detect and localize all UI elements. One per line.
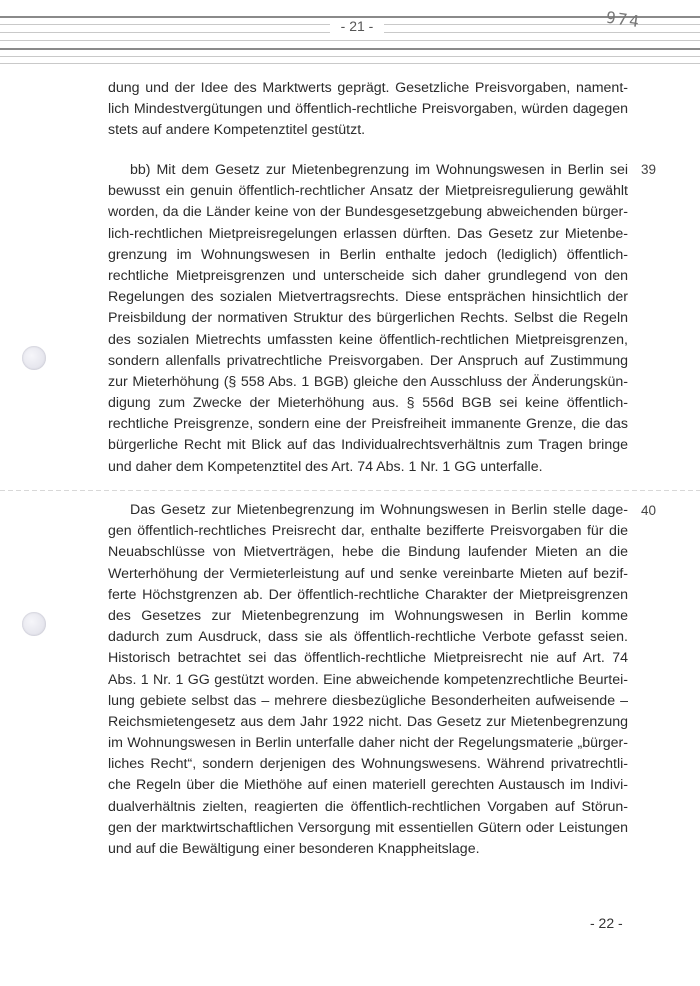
text-line: gen öffentlich-rechtliches Preisrecht dar, enthalte bezifferte Preisvorgaben für die: [108, 523, 628, 540]
page-number-bottom: - 22 -: [590, 915, 623, 931]
handwritten-stamp: 974: [604, 7, 643, 32]
text-line: lich Mindestvergütungen und öffentlich-rechtliche Preisvorgaben, würden dagegen: [108, 101, 628, 118]
paragraph-40: [108, 500, 628, 860]
text-line: Neuabschlüsse von Mietverträgen, hebe die Bindung laufender Mieten an die: [108, 544, 628, 561]
text-line: rechtliche Mietpreisgrenzen und unterscheide sich daher grundlegend von den: [108, 267, 628, 284]
punch-hole: [22, 612, 46, 636]
text-line: che Regeln über die Miethöhe auf einen materiell gerechten Austausch im Indivi-: [108, 777, 628, 794]
text-line: Abs. 1 Nr. 1 GG gestützt worden. Eine abweichende kompetenzrechtliche Beurtei-: [108, 671, 628, 688]
text-line: dadurch zum Ausdruck, dass sie als öffentlich-rechtliche Verbote gefasst seien.: [108, 629, 628, 646]
intro-block: [108, 78, 628, 142]
text-line: digung zum Zwecke der Mieterhöhung aus. § 556d BGB sei keine öffentlich-: [108, 395, 628, 412]
text-line: ferte Höchstgrenzen ab. Der öffentlich-rechtliche Charakter der Mietpreisgrenzen: [108, 586, 628, 603]
paragraph-39: [108, 160, 628, 478]
text-line: bürgerliche Recht mit Blick auf das Individualrechtsverhältnis zum Tragen bringe: [108, 437, 628, 454]
text-line: dung und der Idee des Marktwerts geprägt. Gesetzliche Preisvorgaben, nament-: [108, 80, 628, 96]
text-line: grenzung im Wohnungswesen in Berlin enthalte jedoch (lediglich) öffentlich-: [108, 246, 628, 263]
punch-hole: [22, 346, 46, 370]
text-line: rechtliche Preisgrenze, sondern eine der Preisfreiheit immanente Grenze, die das: [108, 416, 628, 433]
header-rule: [0, 48, 700, 50]
text-line: bb) Mit dem Gesetz zur Mietenbegrenzung im Wohnungswesen in Berlin sei: [130, 162, 628, 178]
text-line: des Gesetzes zur Mietenbegrenzung im Wohnungswesen in Berlin komme: [108, 607, 628, 624]
page-number-top: - 21 -: [330, 18, 384, 34]
text-line: bewusst ein genuin öffentlich-rechtlicher Ansatz der Mietpreisregulierung gewählt: [108, 183, 628, 200]
text-line: Das Gesetz zur Mietenbegrenzung im Wohnungswesen in Berlin stelle dage-: [130, 502, 628, 518]
text-line: Regelungen des sozialen Mietvertragsrechts. Diese entsprächen hinsichtlich der: [108, 289, 628, 306]
text-line: gen der marktwirtschaftlichen Versorgung mit essentiellen Gütern oder Leistungen: [108, 819, 628, 836]
text-line: lich-rechtlichen Mietpreisregelungen erlassen dürften. Das Gesetz zur Mietenbe-: [108, 225, 628, 242]
text-line: Reichsmietengesetz aus dem Jahr 1922 nicht. Das Gesetz zur Mietenbegrenzung: [108, 713, 628, 730]
margin-number-39: 39: [641, 162, 657, 177]
scan-separator: [0, 490, 700, 491]
header-rule: [0, 63, 700, 64]
text-line: liches Recht“, sondern derjenigen des Wohnungswesens. Während privatrechtli-: [108, 756, 628, 773]
header-rule: [0, 40, 700, 41]
text-line: stets auf andere Kompetenztitel gestützt.: [108, 122, 366, 139]
text-line: Preisbildung der normativen Struktur des bürgerlichen Rechts. Selbst die Regeln: [108, 310, 628, 327]
text-line: Werterhöhung der Vermieterleistung auf und senke vereinbarte Mieten auf bezif-: [108, 565, 628, 582]
header-rule: [0, 56, 700, 57]
text-line: zur Mieterhöhung (§ 558 Abs. 1 BGB) gleiche den Ausschluss der Änderungskün-: [108, 373, 628, 390]
text-line: und auf die Bewältigung einer besonderen Knappheitslage.: [108, 841, 480, 857]
text-line: lung gebiete selbst das – mehrere diesbezügliche Besonderheiten aufweisende –: [108, 692, 628, 709]
text-line: des sozialen Mietrechts umfassten keine öffentlich-rechtlichen Mietpreisgrenzen,: [108, 331, 628, 348]
text-line: sondern allenfalls privatrechtliche Preisvorgaben. Der Anspruch auf Zustimmung: [108, 352, 628, 369]
text-line: worden, da die Länder keine von der Bundesgesetzgebung abweichenden bürger-: [108, 204, 628, 221]
text-line: dualverhältnis zielten, reagierten die öffentlich-rechtlichen Vorgaben auf Störun-: [108, 798, 628, 815]
text-line: Historisch betrachtet sei das öffentlich-rechtliche Mietpreisrecht nie auf Art. 74: [108, 650, 628, 667]
text-line: und daher dem Kompetenztitel des Art. 74 Abs. 1 Nr. 1 GG unterfalle.: [108, 458, 543, 475]
text-line: im Wohnungswesen in Berlin unterfalle daher nicht der Regelungsmaterie „bürger-: [108, 735, 628, 752]
margin-number-40: 40: [641, 503, 657, 518]
